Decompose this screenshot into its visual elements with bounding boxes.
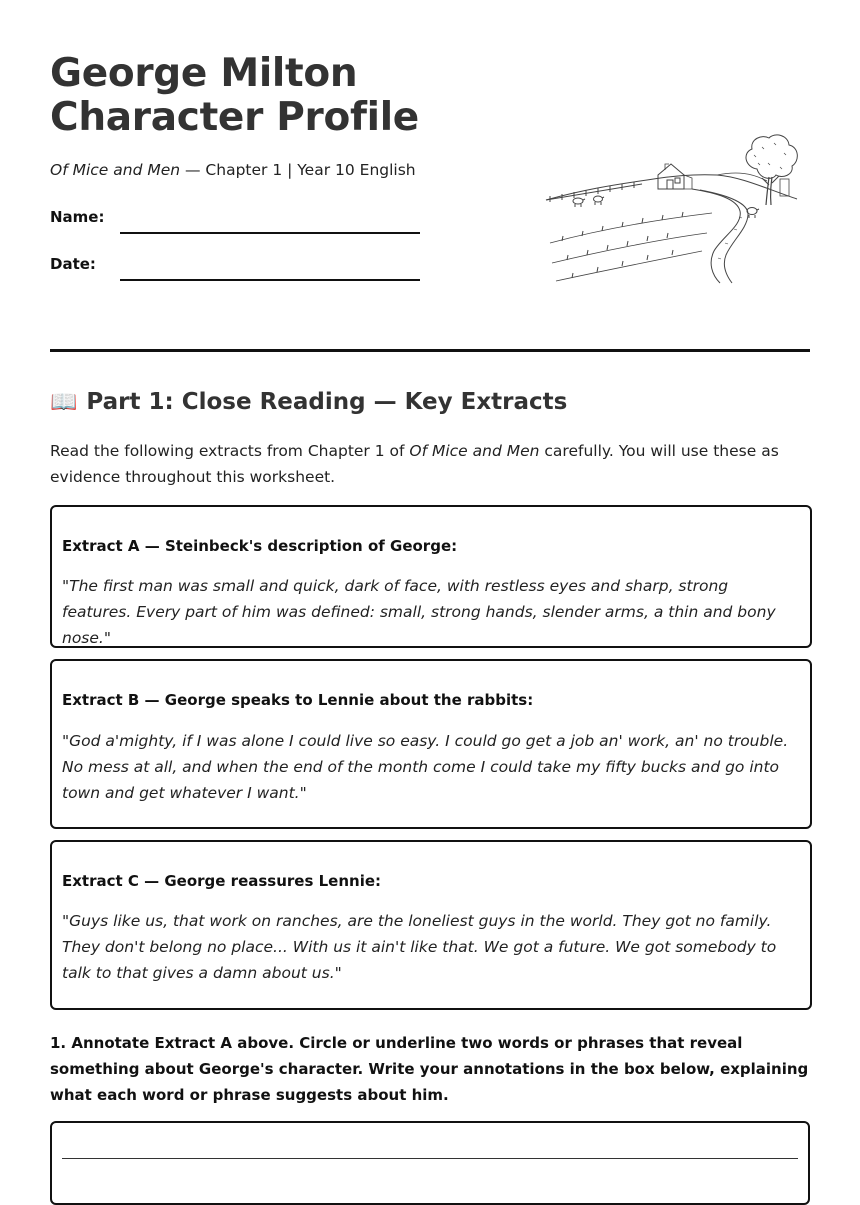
page-title — [50, 52, 419, 140]
date-field[interactable] — [50, 255, 420, 273]
question-1: 1. Annotate Extract A above. Circle or underline two words or phrases that reveal something about George's character. Write your annotations in the box below, explaining what each word or phrase suggests about him. — [50, 1034, 809, 1104]
section-divider — [50, 349, 810, 352]
extract-c-quote: "Guys like us, that work on ranches, are the loneliest guys in the world. They got no family. They don't belong no place... With us it ain't like that. We got a future. We got somebody to talk to that gives a damn about us." — [62, 912, 777, 982]
date-input-line[interactable] — [120, 279, 420, 281]
title-line-2: Character Profile — [50, 95, 419, 140]
question-1-answer-box[interactable] — [50, 1121, 810, 1205]
farm-landscape-illustration — [542, 133, 802, 285]
date-label: Date: — [50, 255, 96, 273]
title-line-1: George Milton — [50, 51, 358, 96]
name-label: Name: — [50, 208, 105, 226]
extract-b-box — [50, 659, 812, 829]
answer-line[interactable] — [62, 1158, 798, 1159]
part1-heading-text: Part 1: Close Reading — Key Extracts — [86, 389, 568, 415]
extract-b-label: Extract B — George speaks to Lennie about the rabbits: — [62, 691, 534, 709]
subtitle-details: — Chapter 1 | Year 10 English — [180, 161, 416, 179]
extract-a-box — [50, 505, 812, 648]
subtitle — [50, 161, 416, 179]
extract-c-box — [50, 840, 812, 1010]
open-book-icon: 📖 — [50, 389, 78, 415]
name-field[interactable] — [50, 208, 420, 226]
extract-b-quote: "God a'mighty, if I was alone I could live so easy. I could go get a job an' work, an' no trouble. No mess at all, and when the end of the month come I could take my fifty bucks and go into town and get whatever I want." — [62, 732, 789, 802]
name-input-line[interactable] — [120, 232, 420, 234]
intro-book-title: Of Mice and Men — [409, 442, 540, 460]
extract-c-label: Extract C — George reassures Lennie: — [62, 872, 382, 890]
part1-intro — [50, 438, 810, 490]
extract-a-quote: "The first man was small and quick, dark of face, with restless eyes and sharp, strong features. Every part of him was defined: small, strong hands, slender arms, a thin and bony nose." — [62, 577, 776, 647]
part1-heading — [50, 389, 567, 415]
subtitle-book-title: Of Mice and Men — [50, 161, 181, 179]
intro-text-before: Read the following extracts from Chapter 1 of — [50, 442, 410, 460]
intro-text-after: carefully. You will use these as evidence throughout this worksheet. — [50, 442, 779, 486]
extract-a-label: Extract A — Steinbeck's description of George: — [62, 537, 458, 555]
